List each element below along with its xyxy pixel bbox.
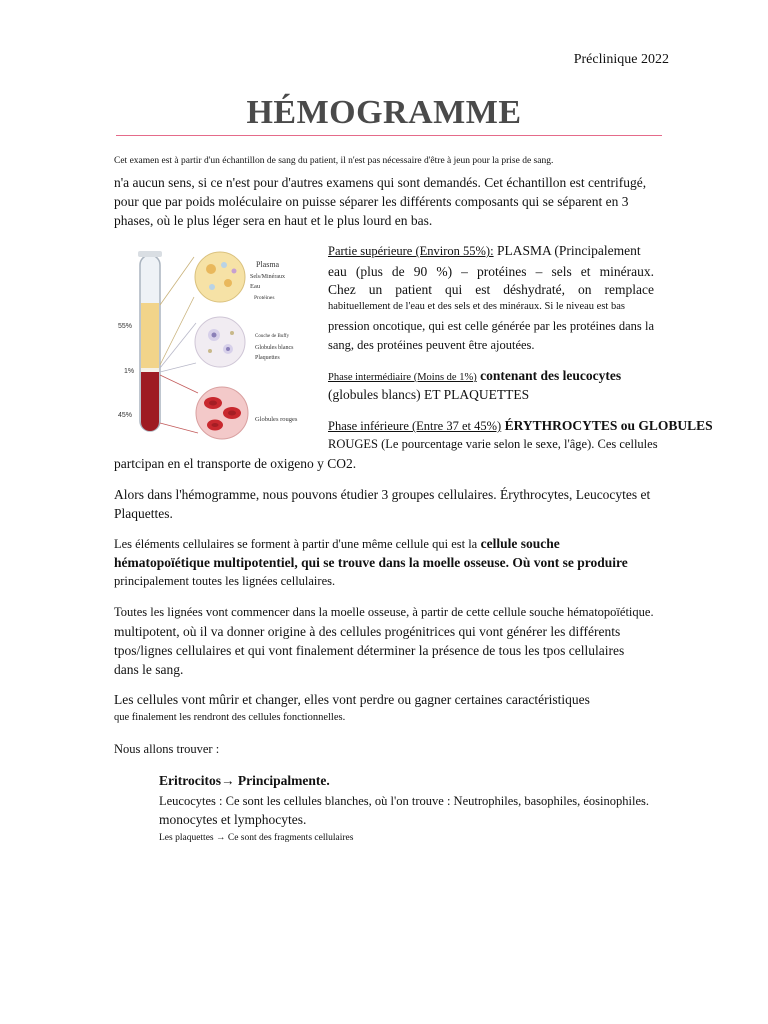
label-1-percent: 1% bbox=[124, 368, 135, 375]
label-45-percent: 45% bbox=[118, 412, 133, 419]
title-divider bbox=[116, 135, 662, 136]
intro-line-1: Cet examen est à partir d'un échantillon de sang du patient, il n'est pas nécessaire d'être à jeun pour la prise de sang. bbox=[114, 156, 554, 166]
label-globules-rouges: Globules rouges bbox=[255, 416, 298, 423]
phase-mid-line-2: (globules blancs) ET PLAQUETTES bbox=[328, 387, 530, 402]
phase-inf-heading: Phase inférieure (Entre 37 et 45%) bbox=[328, 419, 502, 433]
label-proteines: Protéines bbox=[254, 295, 275, 301]
phase-sup-line-2: eau (plus de 90 %) – protéines – sels et minéraux. bbox=[328, 264, 654, 279]
phase-sup-line-5: pression oncotique, qui est celle générée par les protéines dans la bbox=[328, 319, 654, 333]
p4-line-2: que finalement les rendront des cellules fonctionnelles. bbox=[114, 712, 346, 723]
phase-sup-line-3: Chez un patient qui est déshydraté, on remplace bbox=[328, 282, 654, 297]
p3-line-2: multipotent, où il va donner origine à des cellules progénitrices qui vont générer les différents bbox=[114, 624, 621, 639]
list-item-leucocytes-cont: monocytes et lymphocytes. bbox=[159, 812, 307, 827]
p3-line-4: dans le sang. bbox=[114, 662, 184, 677]
phase-mid-line-1 bbox=[328, 368, 654, 384]
label-globules-blancs: Globules blancs bbox=[255, 345, 294, 351]
p3-line-1: Toutes les lignées vont commencer dans la moelle osseuse, à partir de cette cellule souche hématopoïétique. bbox=[114, 605, 654, 619]
phase-sup-line-1 bbox=[328, 243, 654, 259]
blood-tube-figure bbox=[114, 245, 318, 440]
intro-line-4: phases, où le plus léger sera en haut et le plus lourd en bas. bbox=[114, 213, 433, 228]
phase-mid-leucocytes: contenant des leucocytes bbox=[476, 368, 622, 383]
p2-line-3: principalement toutes les lignées cellulaires. bbox=[114, 574, 336, 588]
p1-line-1 bbox=[114, 487, 650, 503]
phase-sup-line-6: sang, des protéines peuvent être ajoutées. bbox=[328, 338, 535, 352]
p5-line: Nous allons trouver : bbox=[114, 742, 220, 756]
phase-sup-plasma: PLASMA (Principalement bbox=[493, 243, 641, 258]
phase-inf-line-1 bbox=[328, 418, 713, 434]
phase-mid-heading: Phase intermédiaire (Moins de 1%) bbox=[328, 372, 477, 383]
page-title: HÉMOGRAMME bbox=[246, 94, 522, 131]
p2-line-2: hématopoïétique multipotentiel, qui se trouve dans la moelle osseuse. Où vont se produire bbox=[114, 555, 628, 570]
p2-stem-cell: cellule souche bbox=[477, 536, 560, 551]
label-buffy: Couche de Buffy bbox=[255, 334, 290, 339]
p2-line-1 bbox=[114, 536, 560, 552]
phase-sup-line-4: habituellement de l'eau et des sels et des minéraux. Si le niveau est bas bbox=[328, 301, 625, 312]
phase-sup-heading: Partie supérieure (Environ 55%): bbox=[328, 244, 494, 258]
phase-inf-line-2: ROUGES (Le pourcentage varie selon le sexe, l'âge). Ces cellules bbox=[328, 437, 658, 451]
p2-text: Les éléments cellulaires se forment à partir d'une même cellule qui est la bbox=[114, 537, 478, 551]
label-sels: Sels/Minéraux bbox=[250, 274, 285, 280]
label-plasma: Plasma bbox=[256, 260, 280, 269]
label-eau: Eau bbox=[250, 283, 261, 290]
p4-line-1: Les cellules vont mûrir et changer, elles vont perdre ou gagner certaines caractéristiques bbox=[114, 692, 590, 707]
label-plaquettes: Plaquettes bbox=[255, 355, 280, 361]
intro-line-2: n'a aucun sens, si ce n'est pour d'autres examens qui sont demandés. Cet échantillon est centrifugé, bbox=[114, 175, 647, 190]
list-item-plaquettes: Les plaquettes → Ce sont des fragments cellulaires bbox=[159, 833, 354, 843]
phase-inf-erythrocytes: ÉRYTHROCYTES ou GLOBULES bbox=[501, 418, 713, 433]
course-tag: Préclinique 2022 bbox=[573, 52, 669, 67]
list-item-eritrocitos: Eritrocitos→ Principalmente. bbox=[159, 773, 330, 788]
intro-line-3: pour que par poids moléculaire on puisse séparer les différents composants qui se séparent en 3 bbox=[114, 194, 629, 209]
p1-line-2: Plaquettes. bbox=[114, 506, 173, 521]
p3-line-3: tpos/lignes cellulaires et qui vont finalement déterminer la présence de tous les tpos cellulaires bbox=[114, 643, 625, 658]
p1-text: Alors dans l'hémogramme, nous pouvons étudier 3 groupes cellulaires. Érythrocytes, Leucocytes et bbox=[114, 487, 651, 502]
label-55-percent: 55% bbox=[118, 323, 133, 330]
list-item-leucocytes: Leucocytes : Ce sont les cellules blanches, où l'on trouve : Neutrophiles, basophiles, éosinophiles. bbox=[159, 794, 649, 808]
phase-inf-line-3: partcipan en el transporte de oxigeno y CO2. bbox=[114, 456, 357, 471]
